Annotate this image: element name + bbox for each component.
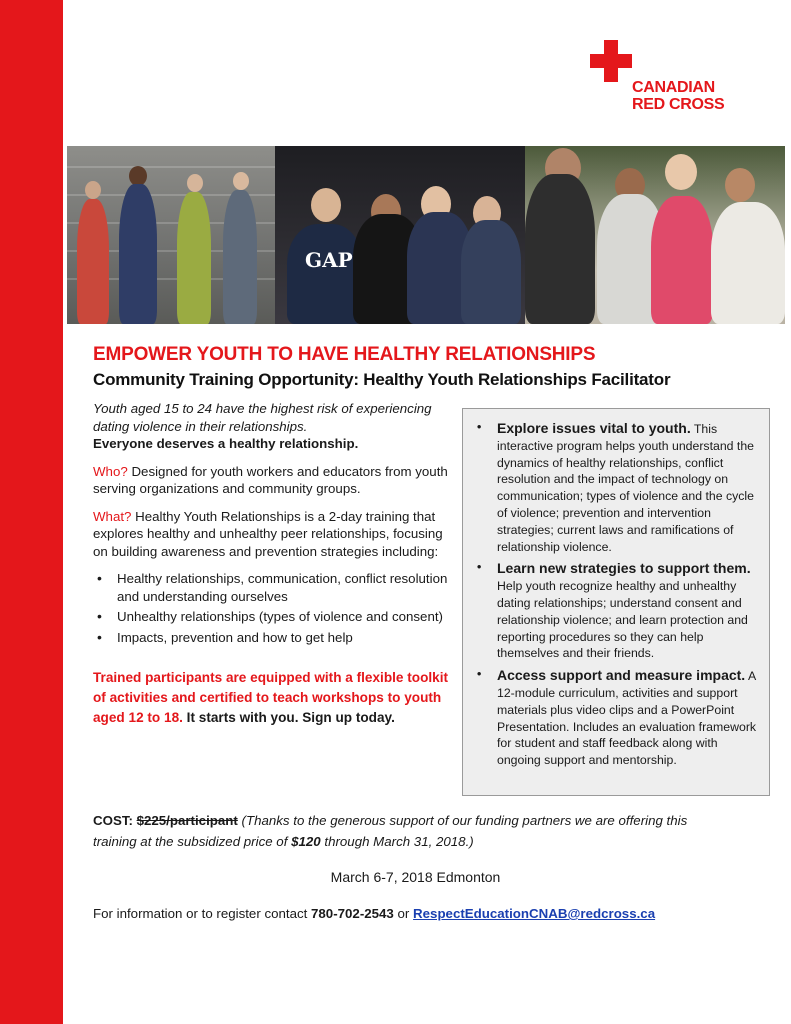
contact-line bbox=[93, 906, 655, 921]
cost-label: COST: bbox=[93, 813, 133, 828]
cost-section bbox=[93, 810, 693, 852]
cost-note-a: (Thanks to the generous support of our funding partners we are offering this training at the subsidized price of bbox=[93, 813, 688, 849]
highlight-text: Help youth recognize healthy and unhealthy dating relationships; understand consent and relationship violence; and learn protection and reporting procedures so they can help themselves and their friends. bbox=[497, 579, 748, 661]
left-column bbox=[93, 400, 453, 738]
program-highlights-box bbox=[462, 408, 770, 796]
contact-phone: 780-702-2543 bbox=[311, 906, 394, 921]
highlight-text: A 12-module curriculum, activities and support materials plus video clips and a PowerPoint Presentation. Includes an evaluation framework for student and staff feedback along with ongoing support and mentorship. bbox=[497, 669, 757, 768]
group-wall-photo bbox=[67, 146, 275, 324]
who-text: Designed for youth workers and educators from youth serving organizations and community groups. bbox=[93, 463, 448, 496]
intro-paragraph bbox=[93, 400, 453, 453]
bullet-icon: • bbox=[477, 420, 482, 434]
new-price: $120 bbox=[291, 834, 321, 849]
topic-item: • Healthy relationships, communication, conflict resolution and understanding ourselves bbox=[93, 570, 453, 605]
topic-item: • Unhealthy relationships (types of violence and consent) bbox=[93, 608, 453, 626]
highlight-item bbox=[471, 419, 761, 555]
what-label: What? bbox=[93, 508, 132, 524]
contact-prefix: For information or to register contact bbox=[93, 906, 312, 921]
page-title: EMPOWER YOUTH TO HAVE HEALTHY RELATIONSHIPS bbox=[93, 344, 596, 365]
gap-group-photo bbox=[275, 146, 525, 324]
red-cross-icon bbox=[590, 40, 632, 82]
study-group-photo bbox=[525, 146, 785, 324]
highlight-heading: Access support and measure impact. bbox=[497, 667, 746, 684]
contact-email-link[interactable]: RespectEducationCNAB@redcross.ca bbox=[413, 906, 656, 921]
logo-text bbox=[632, 79, 724, 113]
trained-black-text: It starts with you. Sign up today. bbox=[182, 710, 395, 725]
bullet-icon: • bbox=[477, 560, 482, 575]
highlight-text: This interactive program helps youth understand the dynamics of healthy relationships, conflict resolution and the impact of technology on communication; types of violence and the cycle of violence; prevention and intervention strategies; current laws and ramifications of relationship violence. bbox=[497, 422, 755, 554]
topic-list bbox=[93, 570, 453, 646]
highlight-heading: Learn new strategies to support them. bbox=[497, 560, 751, 577]
what-text: Healthy Youth Relationships is a 2-day training that explores healthy and unhealthy peer relationships, focusing on building awareness and prevention strategies including: bbox=[93, 508, 443, 559]
logo-line-2: RED CROSS bbox=[632, 96, 725, 113]
event-date: March 6-7, 2018 Edmonton bbox=[330, 869, 501, 885]
intro-bold: Everyone deserves a healthy relationship. bbox=[93, 436, 359, 451]
what-paragraph bbox=[93, 508, 453, 561]
highlight-item bbox=[471, 559, 761, 662]
who-label: Who? bbox=[93, 463, 128, 479]
who-paragraph bbox=[93, 463, 453, 498]
page-subtitle: Community Training Opportunity: Healthy Youth Relationships Facilitator bbox=[93, 370, 671, 389]
old-price: $225/participant bbox=[136, 813, 238, 828]
bullet-icon: • bbox=[477, 667, 482, 682]
trained-paragraph bbox=[93, 668, 453, 728]
topic-item: • Impacts, prevention and how to get help bbox=[93, 629, 453, 647]
gap-sweatshirt-text: GAP bbox=[305, 248, 353, 272]
logo-line-1: CANADIAN bbox=[632, 79, 715, 96]
highlight-item bbox=[471, 666, 761, 769]
photo-strip bbox=[67, 146, 785, 324]
contact-or: or bbox=[393, 906, 414, 921]
intro-italic: Youth aged 15 to 24 have the highest risk of experiencing dating violence in their relationships. bbox=[93, 401, 432, 434]
highlight-heading: Explore issues vital to youth. bbox=[497, 420, 691, 436]
canadian-red-cross-logo bbox=[590, 40, 730, 120]
cost-note-b: through March 31, 2018.) bbox=[320, 834, 474, 849]
trained-red-text: Trained participants are equipped with a flexible toolkit of activities and certified to teach workshops to youth aged 12 to 18. bbox=[93, 670, 449, 725]
